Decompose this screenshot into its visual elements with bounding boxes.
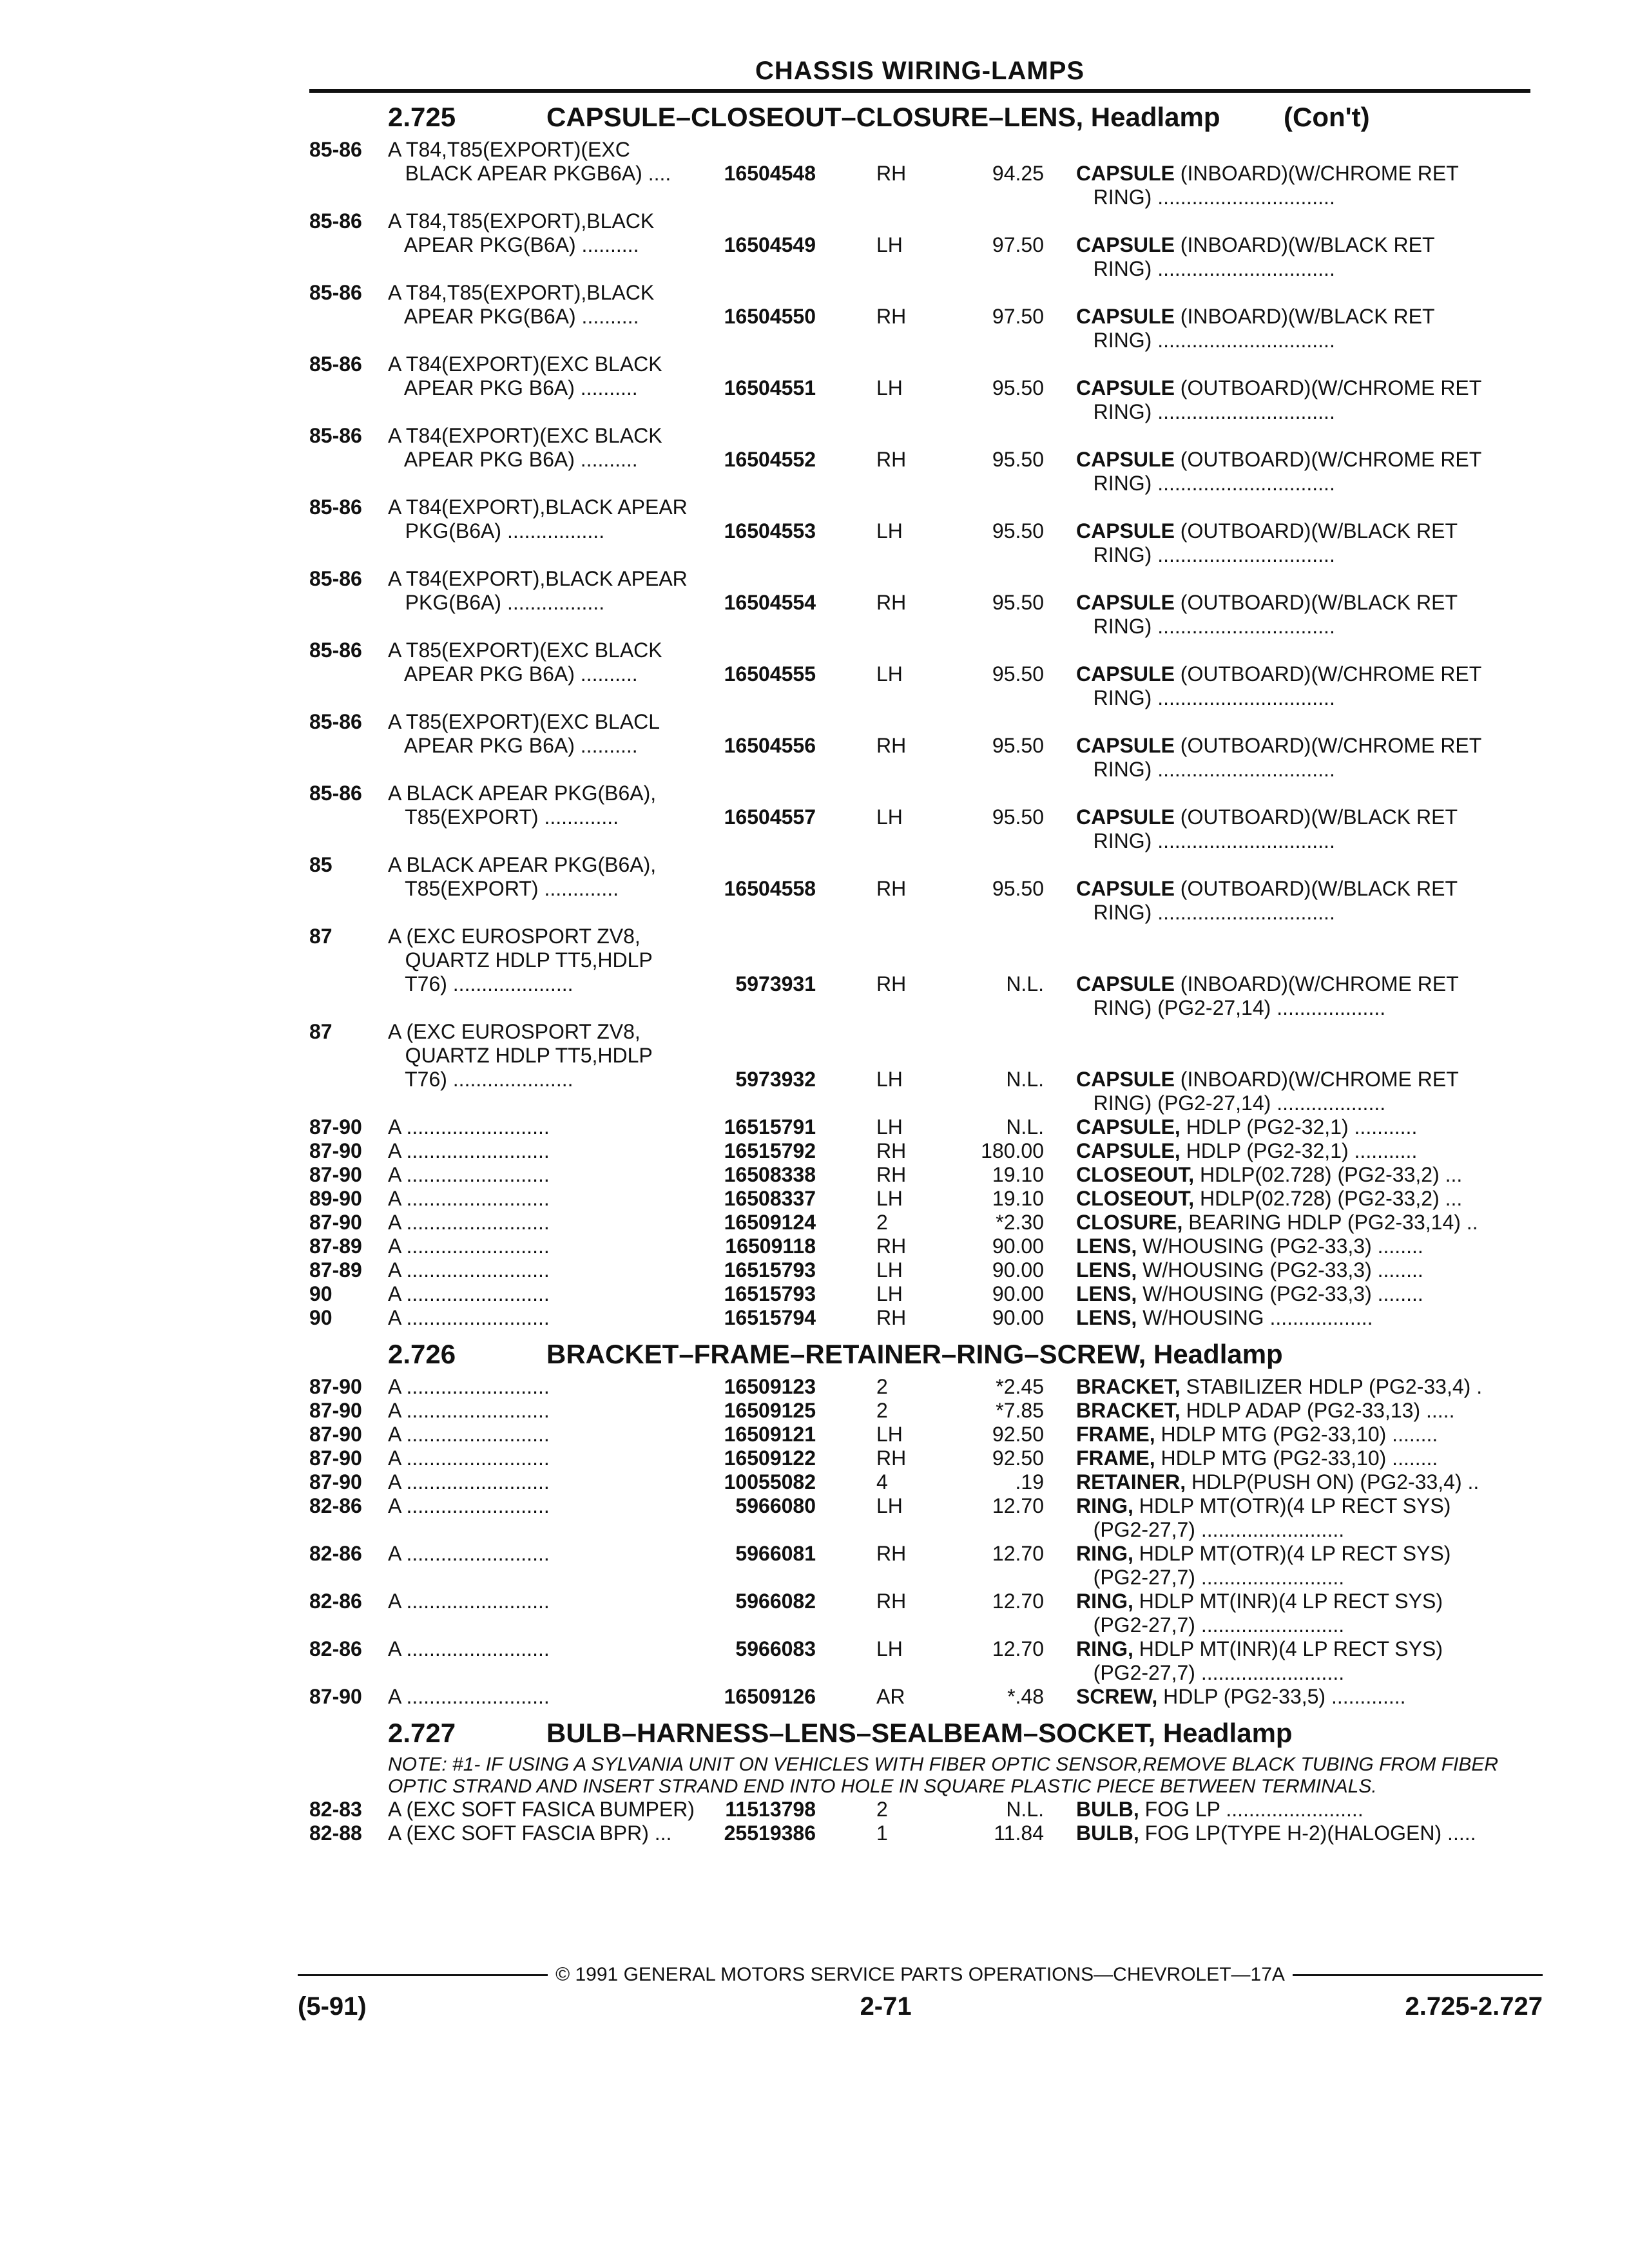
model-years: 82-86	[309, 1542, 362, 1565]
parts-row	[309, 281, 1530, 352]
description: RING, HDLP MT(INR)(4 LP RECT SYS) (PG2-27,7) .........................	[1076, 1590, 1443, 1637]
application: A .........................	[388, 1139, 550, 1162]
footer-date: (5-91)	[298, 1992, 367, 2021]
quantity: LH	[876, 1258, 903, 1282]
model-years: 87-90	[309, 1375, 362, 1398]
description-keyword: CAPSULE	[1076, 972, 1175, 995]
description: CAPSULE (OUTBOARD)(W/CHROME RET RING) ...............................	[1076, 448, 1482, 495]
description-keyword: CAPSULE	[1076, 519, 1175, 543]
part-number: 16504553	[724, 519, 816, 543]
section-number: 2.725	[388, 102, 456, 132]
model-years: 87	[309, 1020, 333, 1043]
application: A T84,T85(EXPORT),BLACK APEAR PKG(B6A) ..........	[388, 209, 655, 256]
description-keyword: LENS,	[1076, 1235, 1137, 1258]
quantity: LH	[876, 1637, 903, 1660]
quantity: LH	[876, 805, 903, 829]
description-keyword: BULB,	[1076, 1798, 1139, 1821]
quantity: RH	[876, 448, 907, 471]
model-years: 87-90	[309, 1163, 362, 1186]
description-keyword: CAPSULE	[1076, 305, 1175, 328]
price: 19.10	[992, 1163, 1044, 1186]
quantity: LH	[876, 376, 903, 399]
price: 95.50	[992, 591, 1044, 614]
description: CAPSULE (OUTBOARD)(W/CHROME RET RING) ...............................	[1076, 376, 1482, 423]
application: A .........................	[388, 1637, 550, 1660]
description: CAPSULE (OUTBOARD)(W/CHROME RET RING) ...............................	[1076, 734, 1482, 781]
quantity: LH	[876, 233, 903, 256]
model-years: 87	[309, 925, 333, 948]
description-keyword: CAPSULE	[1076, 448, 1175, 471]
quantity: RH	[876, 1306, 907, 1329]
model-years: 85-86	[309, 352, 362, 376]
model-years: 85-86	[309, 567, 362, 590]
model-years: 87-90	[309, 1139, 362, 1162]
price: 95.50	[992, 662, 1044, 686]
model-years: 87-90	[309, 1446, 362, 1470]
application: A .........................	[388, 1399, 550, 1422]
quantity: RH	[876, 1590, 907, 1613]
description: RING, HDLP MT(OTR)(4 LP RECT SYS) (PG2-27,7) .........................	[1076, 1542, 1451, 1589]
price: 90.00	[992, 1306, 1044, 1329]
description-keyword: CAPSULE	[1076, 162, 1175, 185]
parts-row	[309, 1282, 1530, 1306]
description-keyword: LENS,	[1076, 1258, 1137, 1282]
part-number: 16509126	[724, 1685, 816, 1708]
description: CAPSULE (OUTBOARD)(W/CHROME RET RING) ...............................	[1076, 662, 1482, 709]
description: CLOSEOUT, HDLP(02.728) (PG2-33,2) ...	[1076, 1187, 1463, 1210]
price: *7.85	[996, 1399, 1044, 1422]
application: A .........................	[388, 1542, 550, 1565]
application: A .........................	[388, 1282, 550, 1305]
section-heading	[309, 93, 1530, 138]
price: 95.50	[992, 877, 1044, 900]
price: 90.00	[992, 1258, 1044, 1282]
description-keyword: RING,	[1076, 1590, 1133, 1613]
description: BRACKET, STABILIZER HDLP (PG2-33,4) .	[1076, 1375, 1483, 1398]
parts-row	[309, 1494, 1530, 1542]
description-keyword: RING,	[1076, 1542, 1133, 1565]
quantity: AR	[876, 1685, 905, 1708]
part-number: 16504552	[724, 448, 816, 471]
description-keyword: CLOSURE,	[1076, 1211, 1183, 1234]
description: RETAINER, HDLP(PUSH ON) (PG2-33,4) ..	[1076, 1470, 1480, 1494]
application: A T84(EXPORT),BLACK APEAR PKG(B6A) .................	[388, 495, 688, 543]
quantity: RH	[876, 1235, 907, 1258]
footer-page-number: 2-71	[860, 1992, 912, 2021]
application: A .........................	[388, 1187, 550, 1210]
model-years: 85-86	[309, 209, 362, 233]
price: N.L.	[1006, 1068, 1044, 1091]
quantity: RH	[876, 162, 907, 185]
part-number: 16515794	[724, 1306, 816, 1329]
description-keyword: CLOSEOUT,	[1076, 1187, 1195, 1210]
description: LENS, W/HOUSING (PG2-33,3) ........	[1076, 1282, 1423, 1305]
parts-row	[309, 1470, 1530, 1494]
parts-row	[309, 853, 1530, 925]
description-keyword: CAPSULE,	[1076, 1139, 1181, 1162]
parts-row	[309, 1798, 1530, 1821]
sections	[309, 93, 1530, 1845]
parts-row	[309, 1163, 1530, 1187]
application: A T85(EXPORT)(EXC BLACL APEAR PKG B6A) ..........	[388, 710, 660, 757]
price: 180.00	[981, 1139, 1044, 1162]
part-number: 16515791	[724, 1115, 816, 1139]
description: CAPSULE (INBOARD)(W/CHROME RET RING) (PG2-27,14) ...................	[1076, 972, 1459, 1019]
model-years: 82-83	[309, 1798, 362, 1821]
model-years: 85-86	[309, 495, 362, 519]
price: 12.70	[992, 1637, 1044, 1660]
application: A .........................	[388, 1306, 550, 1329]
description-keyword: CAPSULE,	[1076, 1115, 1181, 1139]
description: CLOSURE, BEARING HDLP (PG2-33,14) ..	[1076, 1211, 1478, 1234]
model-years: 90	[309, 1282, 333, 1305]
part-number: 16504557	[724, 805, 816, 829]
description: RING, HDLP MT(OTR)(4 LP RECT SYS) (PG2-27,7) .........................	[1076, 1494, 1451, 1541]
model-years: 87-90	[309, 1423, 362, 1446]
parts-row	[309, 352, 1530, 424]
part-number: 5966081	[735, 1542, 816, 1565]
model-years: 82-86	[309, 1494, 362, 1517]
price: 12.70	[992, 1542, 1044, 1565]
part-number: 16515793	[724, 1282, 816, 1305]
price: 95.50	[992, 448, 1044, 471]
application: A .........................	[388, 1211, 550, 1234]
description-keyword: CAPSULE	[1076, 805, 1175, 829]
parts-row	[309, 1399, 1530, 1423]
parts-row	[309, 1590, 1530, 1637]
description: CAPSULE (INBOARD)(W/CHROME RET RING) (PG2-27,14) ...................	[1076, 1068, 1459, 1115]
quantity: RH	[876, 734, 907, 757]
model-years: 85-86	[309, 710, 362, 733]
parts-row	[309, 209, 1530, 281]
price: 95.50	[992, 805, 1044, 829]
quantity: 2	[876, 1375, 888, 1398]
model-years: 85-86	[309, 782, 362, 805]
price: 92.50	[992, 1423, 1044, 1446]
description-keyword: BULB,	[1076, 1821, 1139, 1845]
part-number: 16504549	[724, 233, 816, 256]
part-number: 5973931	[735, 972, 816, 995]
application: A T84,T85(EXPORT),BLACK APEAR PKG(B6A) ..........	[388, 281, 655, 328]
description: FRAME, HDLP MTG (PG2-33,10) ........	[1076, 1446, 1438, 1470]
price: *2.45	[996, 1375, 1044, 1398]
description-keyword: CAPSULE	[1076, 233, 1175, 256]
parts-row	[309, 1446, 1530, 1470]
footer-section-range: 2.725-2.727	[1405, 1992, 1543, 2021]
description-keyword: RING,	[1076, 1494, 1133, 1517]
application: A .........................	[388, 1590, 550, 1613]
page-header: CHASSIS WIRING-LAMPS	[755, 57, 1085, 85]
description-keyword: FRAME,	[1076, 1446, 1155, 1470]
description-keyword: RING,	[1076, 1637, 1133, 1660]
section-note: NOTE: #1- IF USING A SYLVANIA UNIT ON VEHICLES WITH FIBER OPTIC SENSOR,REMOVE BLACK TUBING FROM FIBER OPTIC STRAND AND INSERT STRAND END INTO HOLE IN SQUARE PLASTIC PIECE BETWEEN TERMINALS.	[388, 1754, 1499, 1797]
parts-row	[309, 1423, 1530, 1446]
parts-row	[309, 1542, 1530, 1590]
model-years: 82-86	[309, 1590, 362, 1613]
application: A .........................	[388, 1446, 550, 1470]
section-title: BULB–HARNESS–LENS–SEALBEAM–SOCKET, Headlamp	[546, 1718, 1293, 1748]
model-years: 87-90	[309, 1470, 362, 1494]
model-years: 87-89	[309, 1258, 362, 1282]
quantity: RH	[876, 305, 907, 328]
section-number: 2.726	[388, 1339, 456, 1369]
parts-row	[309, 138, 1530, 209]
description-keyword: BRACKET,	[1076, 1375, 1181, 1398]
parts-row	[309, 1020, 1530, 1115]
section-title: CAPSULE–CLOSEOUT–CLOSURE–LENS, Headlamp	[546, 102, 1220, 132]
part-number: 16504550	[724, 305, 816, 328]
description: CAPSULE (OUTBOARD)(W/BLACK RET RING) ...............................	[1076, 877, 1458, 924]
application: A .........................	[388, 1235, 550, 1258]
parts-row	[309, 1375, 1530, 1399]
description: LENS, W/HOUSING (PG2-33,3) ........	[1076, 1258, 1423, 1282]
parts-row	[309, 1258, 1530, 1282]
price: 94.25	[992, 162, 1044, 185]
model-years: 85-86	[309, 424, 362, 447]
parts-row	[309, 1306, 1530, 1330]
parts-row	[309, 1211, 1530, 1235]
description: LENS, W/HOUSING (PG2-33,3) ........	[1076, 1235, 1423, 1258]
description: BULB, FOG LP(TYPE H-2)(HALOGEN) .....	[1076, 1821, 1476, 1845]
price: 95.50	[992, 519, 1044, 543]
footer-copyright: © 1991 GENERAL MOTORS SERVICE PARTS OPERATIONS—CHEVROLET—17A	[555, 1964, 1285, 1985]
description-keyword: CAPSULE	[1076, 877, 1175, 900]
model-years: 85	[309, 853, 333, 876]
quantity: LH	[876, 662, 903, 686]
part-number: 16509124	[724, 1211, 816, 1234]
description: CAPSULE (INBOARD)(W/BLACK RET RING) ...............................	[1076, 233, 1435, 280]
description: CAPSULE (INBOARD)(W/CHROME RET RING) ...............................	[1076, 162, 1459, 209]
quantity: RH	[876, 1163, 907, 1186]
price: 90.00	[992, 1235, 1044, 1258]
description: CAPSULE, HDLP (PG2-32,1) ...........	[1076, 1115, 1418, 1139]
part-number: 16509121	[724, 1423, 816, 1446]
model-years: 82-86	[309, 1637, 362, 1660]
model-years: 85-86	[309, 639, 362, 662]
description: BULB, FOG LP ........................	[1076, 1798, 1364, 1821]
model-years: 82-88	[309, 1821, 362, 1845]
description-keyword: CLOSEOUT,	[1076, 1163, 1195, 1186]
price: 19.10	[992, 1187, 1044, 1210]
part-number: 5966082	[735, 1590, 816, 1613]
application: A .........................	[388, 1163, 550, 1186]
quantity: LH	[876, 1423, 903, 1446]
quantity: LH	[876, 1187, 903, 1210]
application: A BLACK APEAR PKG(B6A), T85(EXPORT) .............	[388, 853, 657, 900]
price: *.48	[1007, 1685, 1044, 1708]
price: 90.00	[992, 1282, 1044, 1305]
description-keyword: CAPSULE	[1076, 376, 1175, 399]
catalog-page	[309, 57, 1530, 1845]
quantity: RH	[876, 877, 907, 900]
part-number: 16504556	[724, 734, 816, 757]
parts-row	[309, 1637, 1530, 1685]
price: N.L.	[1006, 972, 1044, 995]
parts-row	[309, 1821, 1530, 1845]
quantity: 4	[876, 1470, 888, 1494]
footer-rule-left	[298, 1974, 548, 1976]
quantity: LH	[876, 519, 903, 543]
part-number: 16509125	[724, 1399, 816, 1422]
description-keyword: CAPSULE	[1076, 662, 1175, 686]
application: A T84,T85(EXPORT)(EXC BLACK APEAR PKGB6A) ....	[388, 138, 671, 185]
description-keyword: CAPSULE	[1076, 591, 1175, 614]
application: A (EXC SOFT FASCIA BPR) ...	[388, 1821, 672, 1845]
part-number: 5973932	[735, 1068, 816, 1091]
price: 92.50	[992, 1446, 1044, 1470]
description: CAPSULE (INBOARD)(W/BLACK RET RING) ...............................	[1076, 305, 1435, 352]
part-number: 16504555	[724, 662, 816, 686]
description: CAPSULE (OUTBOARD)(W/BLACK RET RING) ...............................	[1076, 591, 1458, 638]
section-heading	[309, 1709, 1530, 1754]
model-years: 87-89	[309, 1235, 362, 1258]
model-years: 87-90	[309, 1685, 362, 1708]
application: A (EXC EUROSPORT ZV8, QUARTZ HDLP TT5,HDLP T76) .....................	[388, 1020, 653, 1091]
application: A .........................	[388, 1423, 550, 1446]
description: CAPSULE, HDLP (PG2-32,1) ...........	[1076, 1139, 1418, 1162]
model-years: 85-86	[309, 138, 362, 161]
part-number: 16509122	[724, 1446, 816, 1470]
application: A .........................	[388, 1494, 550, 1517]
application: A .........................	[388, 1115, 550, 1139]
part-number: 25519386	[724, 1821, 816, 1845]
price: 11.84	[994, 1821, 1044, 1845]
part-number: 5966080	[735, 1494, 816, 1517]
part-number: 11513798	[725, 1798, 816, 1821]
description-keyword: SCREW,	[1076, 1685, 1158, 1708]
price: N.L.	[1006, 1115, 1044, 1139]
quantity: 2	[876, 1399, 888, 1422]
parts-row	[309, 639, 1530, 710]
part-number: 16504554	[724, 591, 816, 614]
quantity: 2	[876, 1798, 888, 1821]
application: A .........................	[388, 1470, 550, 1494]
quantity: LH	[876, 1068, 903, 1091]
description: LENS, W/HOUSING ..................	[1076, 1306, 1373, 1329]
price: *2.30	[996, 1211, 1044, 1234]
description: CAPSULE (OUTBOARD)(W/BLACK RET RING) ...............................	[1076, 519, 1458, 566]
part-number: 10055082	[724, 1470, 816, 1494]
part-number: 16509123	[724, 1375, 816, 1398]
parts-row	[309, 424, 1530, 495]
parts-row	[309, 1187, 1530, 1211]
quantity: RH	[876, 591, 907, 614]
parts-row	[309, 1685, 1530, 1709]
description: CAPSULE (OUTBOARD)(W/BLACK RET RING) ...............................	[1076, 805, 1458, 852]
description: RING, HDLP MT(INR)(4 LP RECT SYS) (PG2-27,7) .........................	[1076, 1637, 1443, 1684]
section-number: 2.727	[388, 1718, 456, 1748]
model-years: 87-90	[309, 1211, 362, 1234]
part-number: 16515792	[724, 1139, 816, 1162]
part-number: 16509118	[725, 1235, 816, 1258]
description: CLOSEOUT, HDLP(02.728) (PG2-33,2) ...	[1076, 1163, 1463, 1186]
quantity: 1	[876, 1821, 888, 1845]
section-heading	[309, 1330, 1530, 1375]
price: 12.70	[992, 1590, 1044, 1613]
application: A T84(EXPORT)(EXC BLACK APEAR PKG B6A) ..........	[388, 424, 662, 471]
parts-row	[309, 1235, 1530, 1258]
part-number: 5966083	[735, 1637, 816, 1660]
price: .19	[1015, 1470, 1044, 1494]
price: 95.50	[992, 734, 1044, 757]
parts-row	[309, 925, 1530, 1020]
parts-row	[309, 1139, 1530, 1163]
section-continued: (Con't)	[1284, 102, 1370, 132]
quantity: RH	[876, 1139, 907, 1162]
application: A .........................	[388, 1685, 550, 1708]
description-keyword: RETAINER,	[1076, 1470, 1186, 1494]
description-keyword: CAPSULE	[1076, 1068, 1175, 1091]
model-years: 89-90	[309, 1187, 362, 1210]
description-keyword: LENS,	[1076, 1282, 1137, 1305]
quantity: LH	[876, 1115, 903, 1139]
footer-rule-right	[1293, 1974, 1543, 1976]
quantity: LH	[876, 1282, 903, 1305]
part-number: 16504558	[724, 877, 816, 900]
quantity: RH	[876, 1446, 907, 1470]
application: A (EXC EUROSPORT ZV8, QUARTZ HDLP TT5,HDLP T76) .....................	[388, 925, 653, 995]
description: FRAME, HDLP MTG (PG2-33,10) ........	[1076, 1423, 1438, 1446]
application: A T84(EXPORT)(EXC BLACK APEAR PKG B6A) ..........	[388, 352, 662, 399]
application: A .........................	[388, 1258, 550, 1282]
parts-row	[309, 782, 1530, 853]
description-keyword: CAPSULE	[1076, 734, 1175, 757]
part-number: 16508338	[724, 1163, 816, 1186]
price: 95.50	[992, 376, 1044, 399]
description-keyword: BRACKET,	[1076, 1399, 1181, 1422]
model-years: 90	[309, 1306, 333, 1329]
parts-row	[309, 495, 1530, 567]
quantity: 2	[876, 1211, 888, 1234]
quantity: LH	[876, 1494, 903, 1517]
part-number: 16515793	[724, 1258, 816, 1282]
price: 12.70	[992, 1494, 1044, 1517]
model-years: 85-86	[309, 281, 362, 304]
application: A (EXC SOFT FASICA BUMPER)	[388, 1798, 695, 1821]
part-number: 16504551	[724, 376, 816, 399]
description: SCREW, HDLP (PG2-33,5) .............	[1076, 1685, 1406, 1708]
price: 97.50	[992, 305, 1044, 328]
application: A .........................	[388, 1375, 550, 1398]
model-years: 87-90	[309, 1115, 362, 1139]
application: A T84(EXPORT),BLACK APEAR PKG(B6A) .................	[388, 567, 688, 614]
part-number: 16508337	[724, 1187, 816, 1210]
quantity: RH	[876, 972, 907, 995]
parts-row	[309, 710, 1530, 782]
description: BRACKET, HDLP ADAP (PG2-33,13) .....	[1076, 1399, 1455, 1422]
part-number: 16504548	[724, 162, 816, 185]
parts-row	[309, 567, 1530, 639]
application: A BLACK APEAR PKG(B6A), T85(EXPORT) .............	[388, 782, 657, 829]
price: 97.50	[992, 233, 1044, 256]
parts-row	[309, 1115, 1530, 1139]
model-years: 87-90	[309, 1399, 362, 1422]
page-footer	[298, 1964, 1543, 2021]
quantity: RH	[876, 1542, 907, 1565]
price: N.L.	[1006, 1798, 1044, 1821]
section-title: BRACKET–FRAME–RETAINER–RING–SCREW, Headlamp	[546, 1339, 1283, 1369]
application: A T85(EXPORT)(EXC BLACK APEAR PKG B6A) ..........	[388, 639, 662, 686]
description-keyword: LENS,	[1076, 1306, 1137, 1329]
description-keyword: FRAME,	[1076, 1423, 1155, 1446]
